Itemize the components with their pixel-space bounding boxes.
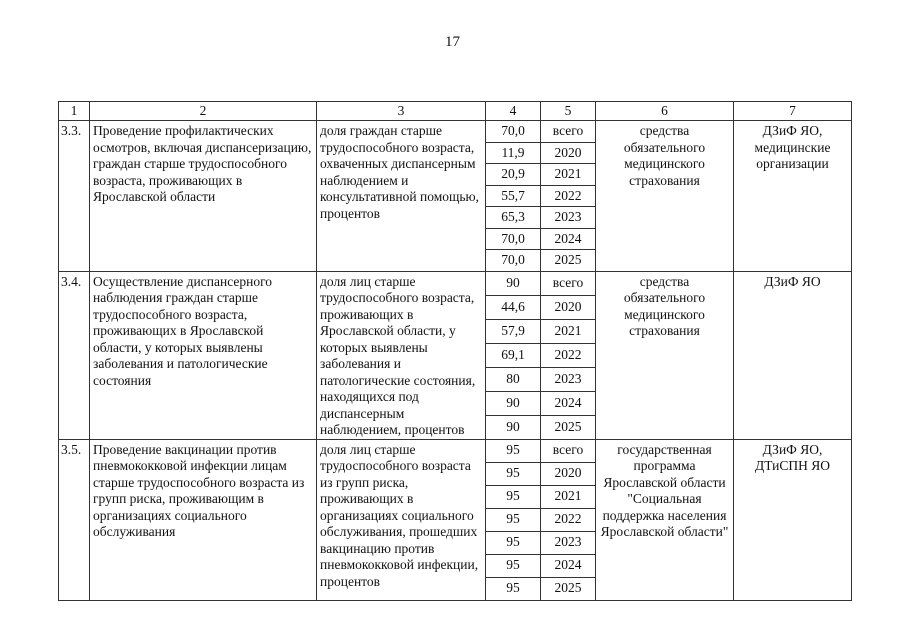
year-cell: 2025 (541, 577, 596, 600)
funding-source-cell: средства обязательного медицинского страхования (596, 271, 734, 439)
activity-cell: Осуществление диспансерного наблюдения граждан старше трудоспособного возраста, проживающих в Ярославской области, у которых выявлены заболевания и патологические состояния (90, 271, 317, 439)
year-cell: 2021 (541, 164, 596, 186)
year-cell: 2023 (541, 367, 596, 391)
year-cell: 2023 (541, 531, 596, 554)
executor-cell: ДЗиФ ЯО, медицинские организации (734, 121, 852, 272)
value-cell: 90 (486, 415, 541, 439)
value-cell: 95 (486, 577, 541, 600)
value-cell: 55,7 (486, 185, 541, 207)
value-cell: 57,9 (486, 319, 541, 343)
col-header-1: 1 (59, 102, 90, 121)
indicator-cell: доля лиц старше трудоспособного возраста из групп риска, проживающих в организациях социального обслуживания, прошедших вакцинацию против пневмококковой инфекции, процентов (317, 439, 486, 600)
indicator-cell: доля граждан старше трудоспособного возраста, охваченных диспансерным наблюдением и консультативной помощью, процентов (317, 121, 486, 272)
value-cell: 20,9 (486, 164, 541, 186)
year-cell: 2022 (541, 185, 596, 207)
year-cell: 2021 (541, 485, 596, 508)
table-row (59, 121, 852, 143)
col-header-2: 2 (90, 102, 317, 121)
year-cell: всего (541, 439, 596, 462)
row-number: 3.4. (59, 271, 90, 439)
col-header-7: 7 (734, 102, 852, 121)
value-cell: 95 (486, 508, 541, 531)
value-cell: 90 (486, 391, 541, 415)
value-cell: 95 (486, 554, 541, 577)
value-cell: 11,9 (486, 142, 541, 164)
value-cell: 44,6 (486, 295, 541, 319)
col-header-5: 5 (541, 102, 596, 121)
col-header-3: 3 (317, 102, 486, 121)
funding-source-cell: средства обязательного медицинского страхования (596, 121, 734, 272)
value-cell: 70,0 (486, 250, 541, 272)
value-cell: 65,3 (486, 207, 541, 229)
year-cell: 2022 (541, 508, 596, 531)
year-cell: 2025 (541, 415, 596, 439)
year-cell: 2020 (541, 462, 596, 485)
table-row (59, 271, 852, 295)
value-cell: 95 (486, 531, 541, 554)
activity-cell: Проведение вакцинации против пневмококковой инфекции лицам старше трудоспособного возраста из групп риска, проживающим в организациях социального обслуживания (90, 439, 317, 600)
year-cell: 2024 (541, 391, 596, 415)
year-cell: 2024 (541, 554, 596, 577)
page-number: 17 (445, 34, 460, 50)
value-cell: 80 (486, 367, 541, 391)
executor-cell: ДЗиФ ЯО (734, 271, 852, 439)
executor-cell: ДЗиФ ЯО, ДТиСПН ЯО (734, 439, 852, 600)
value-cell: 70,0 (486, 121, 541, 143)
year-cell: всего (541, 271, 596, 295)
funding-source-cell: государственная программа Ярославской области "Социальная поддержка населения Ярославской области" (596, 439, 734, 600)
value-cell: 70,0 (486, 228, 541, 250)
row-number: 3.5. (59, 439, 90, 600)
col-header-6: 6 (596, 102, 734, 121)
year-cell: 2025 (541, 250, 596, 272)
value-cell: 95 (486, 485, 541, 508)
header-row (59, 102, 852, 121)
activity-cell: Проведение профилактических осмотров, включая диспансеризацию, граждан старше трудоспособного возраста, проживающих в Ярославской области (90, 121, 317, 272)
value-cell: 95 (486, 439, 541, 462)
year-cell: 2022 (541, 343, 596, 367)
measures-table (58, 101, 852, 601)
col-header-4: 4 (486, 102, 541, 121)
year-cell: 2024 (541, 228, 596, 250)
year-cell: 2021 (541, 319, 596, 343)
year-cell: 2023 (541, 207, 596, 229)
value-cell: 95 (486, 462, 541, 485)
value-cell: 69,1 (486, 343, 541, 367)
indicator-cell: доля лиц старше трудоспособного возраста, проживающих в Ярославской области, у которых выявлены заболевания и патологические состояния, находящихся под диспансерным наблюдением, процентов (317, 271, 486, 439)
row-number: 3.3. (59, 121, 90, 272)
value-cell: 90 (486, 271, 541, 295)
year-cell: всего (541, 121, 596, 143)
year-cell: 2020 (541, 142, 596, 164)
year-cell: 2020 (541, 295, 596, 319)
table-row (59, 439, 852, 462)
